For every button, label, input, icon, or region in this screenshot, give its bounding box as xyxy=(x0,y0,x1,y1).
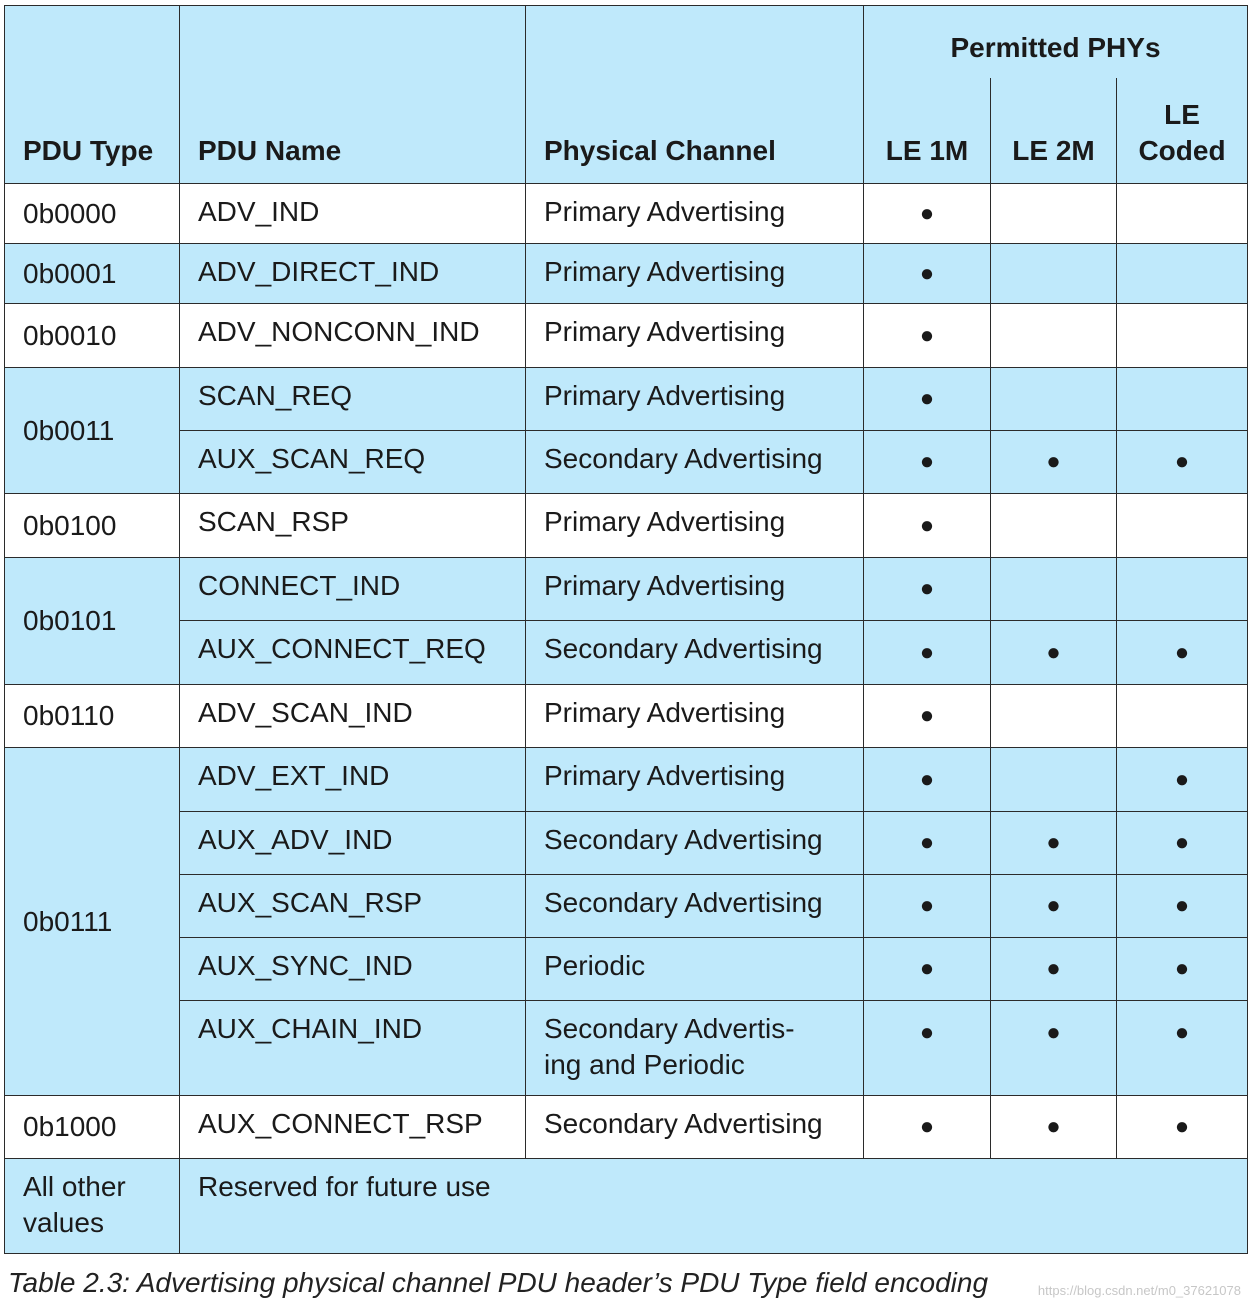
channel-cell: Primary Advertising xyxy=(526,748,864,812)
pdu-name-cell: AUX_SCAN_RSP xyxy=(180,875,526,938)
pdu-type-cell: 0b0110 xyxy=(5,685,180,748)
header-permitted-phys: Permitted PHYs xyxy=(864,6,1248,78)
le-1m-mark: ● xyxy=(864,304,991,368)
le-2m-mark xyxy=(991,494,1117,558)
pdu-name-cell: CONNECT_IND xyxy=(180,558,526,621)
pdu-name-cell: AUX_CHAIN_IND xyxy=(180,1001,526,1096)
le-2m-mark: ● xyxy=(991,1096,1117,1159)
le-1m-mark: ● xyxy=(864,1001,991,1096)
table-row xyxy=(5,184,1248,244)
le-2m-mark: ● xyxy=(991,621,1117,685)
pdu-type-cell: 0b0100 xyxy=(5,494,180,558)
le-2m-mark: ● xyxy=(991,812,1117,875)
pdu-name-cell: ADV_NONCONN_IND xyxy=(180,304,526,368)
le-1m-mark: ● xyxy=(864,748,991,812)
reserved-row xyxy=(5,1159,1248,1254)
le-2m-mark xyxy=(991,304,1117,368)
table-row xyxy=(5,368,1248,431)
table-row xyxy=(5,304,1248,368)
table-row xyxy=(5,1001,1248,1096)
channel-cell: Secondary Advertising xyxy=(526,431,864,494)
pdu-name-cell: ADV_DIRECT_IND xyxy=(180,244,526,304)
pdu-type-cell: 0b1000 xyxy=(5,1096,180,1159)
le-1m-mark: ● xyxy=(864,685,991,748)
le-coded-mark xyxy=(1117,184,1248,244)
le-2m-mark: ● xyxy=(991,1001,1117,1096)
le-coded-mark: ● xyxy=(1117,938,1248,1001)
watermark: https://blog.csdn.net/m0_37621078 xyxy=(1037,1283,1241,1298)
pdu-name-cell: AUX_SYNC_IND xyxy=(180,938,526,1001)
le-coded-mark xyxy=(1117,685,1248,748)
table-row xyxy=(5,431,1248,494)
channel-cell: Primary Advertising xyxy=(526,368,864,431)
le-2m-mark xyxy=(991,685,1117,748)
reserved-type-cell: All other values xyxy=(5,1159,180,1254)
header-row-top xyxy=(5,6,1248,78)
pdu-name-cell: AUX_CONNECT_RSP xyxy=(180,1096,526,1159)
channel-cell: Primary Advertising xyxy=(526,494,864,558)
le-coded-mark xyxy=(1117,494,1248,558)
header-le-2m: LE 2M xyxy=(991,78,1117,184)
table-row xyxy=(5,494,1248,558)
le-1m-mark: ● xyxy=(864,621,991,685)
channel-cell: Primary Advertising xyxy=(526,558,864,621)
le-coded-mark xyxy=(1117,558,1248,621)
channel-cell: Secondary Advertising xyxy=(526,812,864,875)
table-row xyxy=(5,558,1248,621)
le-coded-mark: ● xyxy=(1117,812,1248,875)
pdu-name-cell: ADV_SCAN_IND xyxy=(180,685,526,748)
le-1m-mark: ● xyxy=(864,938,991,1001)
le-2m-mark: ● xyxy=(991,875,1117,938)
le-1m-mark: ● xyxy=(864,875,991,938)
channel-cell: Primary Advertising xyxy=(526,304,864,368)
le-coded-mark: ● xyxy=(1117,1096,1248,1159)
channel-cell: Primary Advertising xyxy=(526,244,864,304)
le-2m-mark: ● xyxy=(991,431,1117,494)
reserved-text-cell: Reserved for future use xyxy=(180,1159,1248,1254)
header-physical-channel: Physical Channel xyxy=(526,6,864,184)
table-row xyxy=(5,244,1248,304)
le-1m-mark: ● xyxy=(864,558,991,621)
pdu-name-cell: AUX_ADV_IND xyxy=(180,812,526,875)
table-row xyxy=(5,812,1248,875)
pdu-type-cell: 0b0001 xyxy=(5,244,180,304)
pdu-name-cell: ADV_EXT_IND xyxy=(180,748,526,812)
pdu-name-cell: ADV_IND xyxy=(180,184,526,244)
header-pdu-type: PDU Type xyxy=(5,6,180,184)
channel-cell: Secondary Advertising xyxy=(526,875,864,938)
le-1m-mark: ● xyxy=(864,494,991,558)
le-2m-mark xyxy=(991,368,1117,431)
le-2m-mark: ● xyxy=(991,938,1117,1001)
le-1m-mark: ● xyxy=(864,812,991,875)
channel-cell: Secondary Advertising xyxy=(526,1096,864,1159)
header-pdu-name: PDU Name xyxy=(180,6,526,184)
pdu-type-cell: 0b0101 xyxy=(5,558,180,685)
channel-cell: Primary Advertising xyxy=(526,685,864,748)
le-coded-mark: ● xyxy=(1117,621,1248,685)
channel-cell: Primary Advertising xyxy=(526,184,864,244)
pdu-type-table xyxy=(4,5,1248,1254)
channel-cell: Secondary Advertis- ing and Periodic xyxy=(526,1001,864,1096)
pdu-type-cell: 0b0011 xyxy=(5,368,180,494)
le-2m-mark xyxy=(991,558,1117,621)
pdu-type-cell: 0b0010 xyxy=(5,304,180,368)
le-2m-mark xyxy=(991,244,1117,304)
table-row xyxy=(5,875,1248,938)
header-le-1m: LE 1M xyxy=(864,78,991,184)
header-le-coded: LE Coded xyxy=(1117,78,1248,184)
pdu-name-cell: AUX_SCAN_REQ xyxy=(180,431,526,494)
pdu-name-cell: SCAN_RSP xyxy=(180,494,526,558)
pdu-name-cell: SCAN_REQ xyxy=(180,368,526,431)
channel-cell: Secondary Advertising xyxy=(526,621,864,685)
le-2m-mark xyxy=(991,184,1117,244)
pdu-type-cell: 0b0000 xyxy=(5,184,180,244)
le-2m-mark xyxy=(991,748,1117,812)
table-caption: Table 2.3: Advertising physical channel PDU header’s PDU Type field encoding xyxy=(8,1267,989,1298)
le-coded-mark: ● xyxy=(1117,1001,1248,1096)
le-1m-mark: ● xyxy=(864,184,991,244)
channel-cell: Periodic xyxy=(526,938,864,1001)
table-row xyxy=(5,748,1248,812)
le-1m-mark: ● xyxy=(864,1096,991,1159)
table-row xyxy=(5,938,1248,1001)
le-1m-mark: ● xyxy=(864,431,991,494)
le-coded-mark xyxy=(1117,304,1248,368)
table-row xyxy=(5,621,1248,685)
pdu-name-cell: AUX_CONNECT_REQ xyxy=(180,621,526,685)
table-row xyxy=(5,685,1248,748)
le-coded-mark xyxy=(1117,368,1248,431)
table-row xyxy=(5,1096,1248,1159)
le-coded-mark: ● xyxy=(1117,875,1248,938)
le-1m-mark: ● xyxy=(864,368,991,431)
le-coded-mark xyxy=(1117,244,1248,304)
pdu-type-cell: 0b0111 xyxy=(5,748,180,1096)
le-coded-mark: ● xyxy=(1117,748,1248,812)
le-1m-mark: ● xyxy=(864,244,991,304)
le-coded-mark: ● xyxy=(1117,431,1248,494)
